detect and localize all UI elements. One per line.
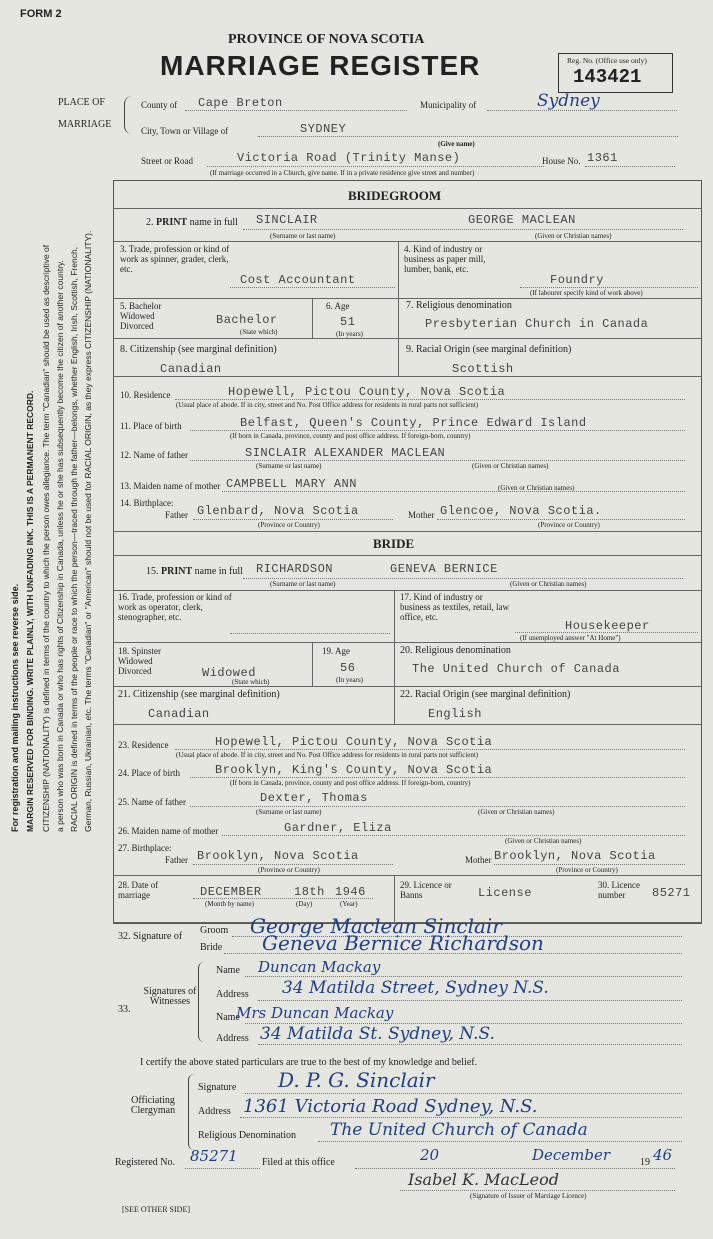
filed-month: December (532, 1146, 611, 1164)
groom-citizenship-label: 8. Citizenship (see marginal definition) (120, 344, 277, 355)
bride-birthplace2-label: 27. Birthplace: (118, 843, 172, 853)
racial-origin-definition-2: German, Russian, Ukrainian, etc. The terms "Canadian" or "American" should not be used for RACIAL ORIGIN, as they express CITIZENSHIP (NATIONALITY). (83, 230, 93, 832)
reg-no-label: Reg. No. (Office use only) (567, 56, 647, 65)
groom-mother-bp-hint: (Province or Country) (538, 521, 600, 529)
county-label: County of (141, 100, 178, 110)
registered-no: 85271 (190, 1147, 238, 1165)
street-note: (If marriage occurred in a Church, give name. If in a private residence give street and number) (210, 169, 475, 177)
groom-residence-label: 10. Residence (120, 390, 171, 400)
bride-industry-label: 17. Kind of industry or business as textiles, retail, law office, etc. (400, 592, 509, 622)
bride-mother-label: 26. Maiden name of mother (118, 826, 219, 836)
filed-year-prefix: 19 (640, 1157, 650, 1168)
reg-no-value: 143421 (573, 66, 642, 88)
margin-instructions: For registration and mailing instructions see reverse side. (10, 583, 20, 832)
licence-banns-label: 29. Licence or Banns (400, 880, 452, 900)
licence-type: License (478, 886, 532, 900)
bride-father-bp: Brooklyn, Nova Scotia (197, 849, 359, 863)
bride-mother-bp-label: Mother (465, 855, 492, 865)
bride-residence-label: 23. Residence (118, 740, 169, 750)
margin-binding-note: MARGIN RESERVED FOR BINDING. WRITE PLAINLY, WITH UNFADING INK. THIS IS A PERMANENT RECORD. (25, 390, 35, 832)
groom-given-hint: (Given or Christian names) (535, 232, 612, 240)
clergy-label: Officiating Clergyman (130, 1095, 176, 1116)
bride-citizenship: Canadian (148, 707, 210, 721)
w1-address-label: Address (216, 989, 249, 1000)
place-of-label: PLACE OF (58, 97, 105, 108)
bride-mother-bp: Brooklyn, Nova Scotia (494, 849, 656, 863)
groom-father-bp-hint: (Province or Country) (258, 521, 320, 529)
bride-racial-label: 22. Racial Origin (see marginal definition) (400, 689, 571, 700)
clergy-address: 1361 Victoria Road Sydney, N.S. (243, 1096, 538, 1117)
citizenship-definition-2: a person who was born in Canada or who has rights of Citizenship in Canada, unless he or she has subsequently become the citizen of another country. (55, 259, 65, 832)
bride-status: Widowed (202, 666, 256, 680)
w1-name: Duncan Mackay (258, 958, 381, 976)
bride-surname: RICHARDSON (256, 562, 334, 576)
groom-racial-label: 9. Racial Origin (see marginal definition) (406, 344, 572, 355)
groom-trade-label: 3. Trade, profession or kind of work as spinner, grader, clerk, etc. (120, 244, 230, 274)
county-value: Cape Breton (198, 96, 283, 110)
groom-father-label: 12. Name of father (120, 450, 188, 460)
house-no-value: 1361 (587, 151, 618, 165)
bride-residence: Hopewell, Pictou County, Nova Scotia (215, 735, 493, 749)
issuer-label: (Signature of Issuer of Marriage Licence) (470, 1192, 587, 1200)
groom-state-which: (State which) (240, 328, 278, 336)
bride-father-label: 25. Name of father (118, 797, 186, 807)
bride-father-bp-label: Father (165, 855, 188, 865)
bride-religion-label: 20. Religious denomination (400, 645, 511, 656)
groom-mother-given-hint: (Given or Christian names) (498, 484, 575, 492)
bride-name-label: 15. PRINT name in full (146, 566, 243, 577)
bride-industry-hint: (If unemployed answer "At Home") (520, 634, 621, 642)
groom-surname: SINCLAIR (256, 213, 318, 227)
bride-father-bp-hint: (Province or Country) (258, 866, 320, 874)
groom-birthplace2-label: 14. Birthplace: (120, 498, 174, 508)
bride-religion: The United Church of Canada (412, 662, 620, 676)
groom-citizenship: Canadian (160, 362, 222, 376)
filed-year: 46 (653, 1146, 673, 1164)
bride-trade-label: 16. Trade, profession or kind of work as operator, clerk, stenographer, etc. (118, 592, 232, 622)
bride-status-options: 18. Spinster Widowed Divorced (118, 646, 162, 676)
bride-signature: Geneva Bernice Richardson (262, 931, 544, 955)
groom-given: GEORGE MACLEAN (468, 213, 576, 227)
bride-state-which: (State which) (232, 678, 270, 686)
groom-religion-label: 7. Religious denomination (406, 300, 512, 311)
w1-address: 34 Matilda Street, Sydney N.S. (282, 978, 549, 998)
marriage-label: MARRIAGE (58, 119, 112, 130)
witness-brace (198, 962, 207, 1042)
w2-address-label: Address (216, 1033, 249, 1044)
bride-father-given-hint: (Given or Christian names) (478, 808, 555, 816)
bride-racial: English (428, 707, 482, 721)
groom-religion: Presbyterian Church in Canada (425, 317, 649, 331)
registered-no-label: Registered No. (115, 1157, 175, 1168)
marriage-month: DECEMBER (200, 885, 262, 899)
bride-industry: Housekeeper (565, 619, 650, 633)
month-hint: (Month by name) (205, 900, 254, 908)
filed-label: Filed at this office (262, 1157, 335, 1168)
groom-in-years: (In years) (336, 330, 364, 338)
bride-birthplace-label: 24. Place of birth (118, 768, 180, 778)
groom-father-surname-hint: (Surname or last name) (256, 462, 322, 470)
groom-industry-label: 4. Kind of industry or business as paper mill, lumber, bank, etc. (404, 244, 486, 274)
groom-father-bp: Glenbard, Nova Scotia (197, 504, 359, 518)
licence-no: 85271 (652, 886, 691, 900)
street-label: Street or Road (141, 156, 193, 166)
groom-surname-hint: (Surname or last name) (270, 232, 336, 240)
groom-residence: Hopewell, Pictou County, Nova Scotia (228, 385, 506, 399)
groom-mother-bp: Glencoe, Nova Scotia. (440, 504, 602, 518)
groom-trade: Cost Accountant (240, 273, 356, 287)
groom-name-label: 2. PRINT name in full (146, 217, 238, 228)
groom-status: Bachelor (216, 313, 278, 327)
groom-industry-hint: (If labourer specify kind of work above) (530, 289, 643, 297)
street-value: Victoria Road (Trinity Manse) (237, 151, 461, 165)
marriage-day: 18th (294, 885, 325, 899)
bride-age-label: 19. Age (322, 646, 351, 656)
groom-age: 51 (340, 315, 356, 329)
filed-day: 20 (420, 1146, 440, 1164)
groom-father-bp-label: Father (165, 510, 188, 520)
groom-sig-label: Groom (200, 925, 229, 936)
w1-name-label: Name (216, 965, 240, 976)
bride-sig-label: Bride (200, 942, 223, 953)
signature-of-label: 32. Signature of (118, 931, 183, 942)
bride-mother-given-hint: (Given or Christian names) (505, 837, 582, 845)
bridegroom-heading: BRIDEGROOM (348, 188, 442, 203)
marriage-year: 1946 (335, 885, 366, 899)
clergy-signature-label: Signature (198, 1082, 237, 1093)
religious-denomination-label: Religious Denomination (198, 1130, 297, 1141)
witness-number: 33. (118, 1004, 131, 1015)
w2-address: 34 Matilda St. Sydney, N.S. (260, 1024, 495, 1044)
bride-mother-bp-hint: (Province or Country) (556, 866, 618, 874)
clergy-brace (188, 1074, 197, 1150)
form-number: FORM 2 (20, 8, 62, 20)
bride-birthplace: Brooklyn, King's County, Nova Scotia (215, 763, 493, 777)
witness-label: Signatures of Witnesses (143, 986, 197, 1007)
bride-age: 56 (340, 661, 356, 675)
groom-birthplace-hint: (If born in Canada, province, county and post office address. If foreign-born, country) (230, 432, 471, 440)
clergy-signature: D. P. G. Sinclair (278, 1068, 435, 1092)
bride-in-years: (In years) (336, 676, 364, 684)
reg-no-box (558, 53, 673, 93)
groom-racial: Scottish (452, 362, 514, 376)
bride-residence-hint: (Usual place of abode. If in city, street and No. Post Office address for residents in rural parts not sufficient) (176, 751, 479, 759)
licence-no-label: 30. Licence number (598, 880, 640, 900)
bride-father: Dexter, Thomas (260, 791, 368, 805)
bride-mother: Gardner, Eliza (284, 821, 392, 835)
groom-mother: CAMPBELL MARY ANN (226, 477, 357, 491)
groom-father-given-hint: (Given or Christian names) (472, 462, 549, 470)
see-other-side: [SEE OTHER SIDE] (122, 1205, 190, 1214)
groom-birthplace-label: 11. Place of birth (120, 421, 182, 431)
city-label: City, Town or Village of (141, 126, 229, 136)
city-value: SYDNEY (300, 122, 347, 136)
give-name-hint: (Give name) (438, 140, 475, 148)
marriage-date-label: 28. Date of marriage (118, 880, 159, 900)
bride-heading: BRIDE (373, 536, 415, 551)
groom-father: SINCLAIR ALEXANDER MACLEAN (245, 446, 446, 460)
w2-name-label: Name (216, 1012, 240, 1023)
groom-residence-hint: (Usual place of abode. If in city, street and No. Post Office address for residents in rural parts not sufficient) (176, 401, 479, 409)
bride-citizenship-label: 21. Citizenship (see marginal definition) (118, 689, 280, 700)
bride-given: GENEVA BERNICE (390, 562, 498, 576)
groom-age-label: 6. Age (326, 301, 350, 311)
house-no-label: House No. (542, 156, 581, 166)
clergy-denomination: The United Church of Canada (330, 1120, 588, 1140)
certify-statement: I certify the above stated particulars are true to the best of my knowledge and belief. (140, 1057, 478, 1068)
racial-origin-definition: RACIAL ORIGIN is defined in terms of the people or race to which the person—traced through the father—belongs, whether English, Irish, Scottish, French, (69, 246, 79, 832)
groom-mother-bp-label: Mother (408, 510, 435, 520)
groom-signature: George Maclean Sinclair (250, 914, 502, 938)
groom-mother-label: 13. Maiden name of mother (120, 481, 221, 491)
groom-industry: Foundry (550, 273, 604, 287)
w2-name: Mrs Duncan Mackay (236, 1004, 394, 1022)
groom-status-options: 5. Bachelor Widowed Divorced (120, 301, 162, 331)
bride-father-surname-hint: (Surname or last name) (256, 808, 322, 816)
bride-surname-hint: (Surname or last name) (270, 580, 336, 588)
bride-birthplace-hint: (If born in Canada, province, county and post office address. If foreign-born, country) (230, 779, 471, 787)
bride-given-hint: (Given or Christian names) (510, 580, 587, 588)
page-title: MARRIAGE REGISTER (160, 50, 481, 81)
day-hint: (Day) (296, 900, 313, 908)
groom-birthplace: Belfast, Queen's County, Prince Edward Island (240, 416, 587, 430)
issuer-signature: Isabel K. MacLeod (408, 1170, 559, 1189)
municipality-label: Municipality of (420, 100, 477, 110)
province-title: PROVINCE OF NOVA SCOTIA (228, 32, 425, 47)
citizenship-definition: CITIZENSHIP (NATIONALITY) is defined in terms of the country to which the person owes allegiance. The term "Canadian" should be used as descriptive of (41, 244, 51, 832)
municipality-value: Sydney (537, 91, 600, 111)
year-hint: (Year) (340, 900, 358, 908)
clergy-address-label: Address (198, 1106, 231, 1117)
place-brace (124, 96, 135, 134)
